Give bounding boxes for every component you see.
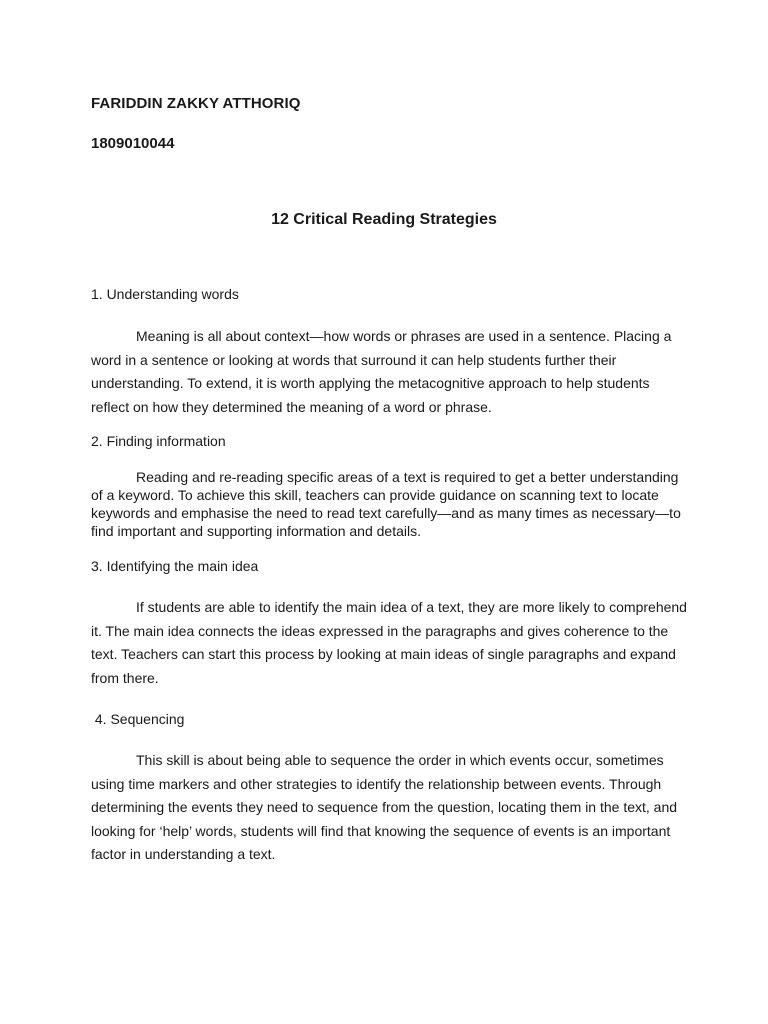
section-heading-4: 4. Sequencing xyxy=(91,711,185,727)
document-title: 12 Critical Reading Strategies xyxy=(271,211,497,228)
section-heading-1: 1. Understanding words xyxy=(91,286,239,302)
section-body-2: Reading and re-reading specific areas of a text is required to get a better understanding of a keyword. To achieve this skill, teachers can provide guidance on scanning text to locate keywords and emphasise the need to read text carefully—and as many times as necessary—to find important and supporting information and details. xyxy=(91,469,681,539)
student-id: 1809010044 xyxy=(91,135,175,152)
section-heading-2: 2. Finding information xyxy=(91,433,226,449)
section-body-4: This skill is about being able to sequence the order in which events occur, sometimes using time markers and other strategies to identify the relationship between events. Through determining the events they need to sequence from the question, locating them in the text, and looking for ‘help’ words, students will find that knowing the sequence of events is an important factor in understanding a text. xyxy=(91,752,678,862)
author-name: FARIDDIN ZAKKY ATTHORIQ xyxy=(91,95,301,112)
section-body-3: If students are able to identify the main idea of a text, they are more likely to comprehend it. The main idea connects the ideas expressed in the paragraphs and gives coherence to the text. Teachers can start this process by looking at main ideas of single paragraphs and expand from there. xyxy=(91,599,687,686)
section-body-1: Meaning is all about context—how words or phrases are used in a sentence. Placing a word in a sentence or looking at words that surround it can help students further their understanding. To extend, it is worth applying the metacognitive approach to help students reflect on how they determined the meaning of a word or phrase. xyxy=(91,328,672,415)
section-heading-3: 3. Identifying the main idea xyxy=(91,558,259,574)
